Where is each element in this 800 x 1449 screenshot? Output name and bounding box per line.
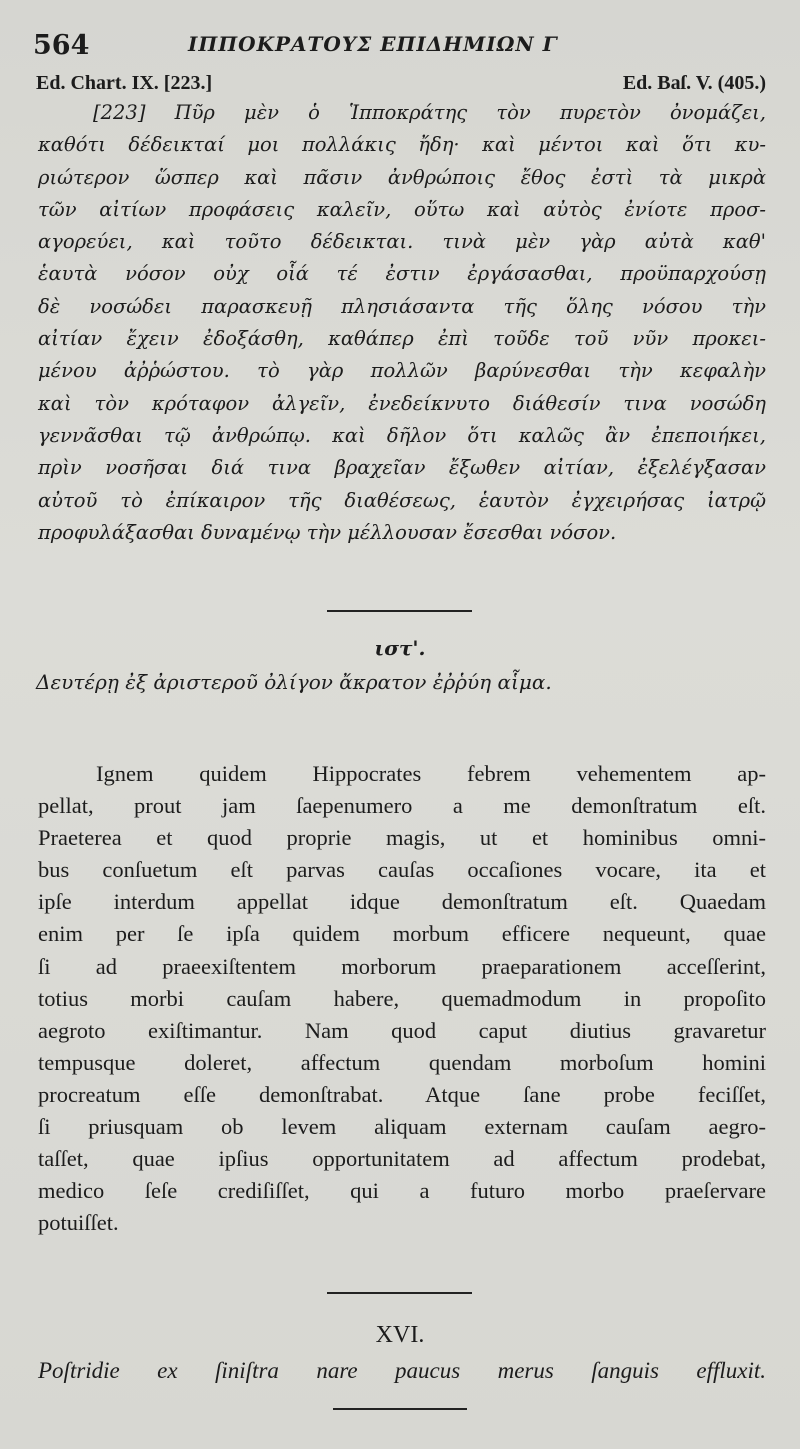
greek-line: [223] Πῦρ μὲν ὁ Ἱπποκράτης τὸν πυρετὸν ὀνομάζει, — [93, 101, 766, 124]
latin-line: bus conſuetum eſt parvas cauſas occaſiones vocare, ita et — [38, 857, 766, 883]
edition-reference-line — [36, 72, 766, 98]
latin-line: aegroto exiſtimantur. Nam quod caput diutius gravaretur — [38, 1017, 766, 1043]
running-title: ΙΠΠΟΚΡΑΤΟΥΣ ΕΠΙΔΗΜΙΩΝ Γ — [188, 32, 558, 56]
greek-line: γεννᾶσθαι τῷ ἀνθρώπῳ. καὶ δῆλον ὅτι καλῶς ἂν ἐπεποιήκει, — [38, 423, 766, 447]
greek-line: αἰτίαν ἔχειν ἐδοξάσθη, καθάπερ ἐπὶ τοῦδε τοῦ νῦν προκει- — [38, 327, 766, 351]
latin-line: tempusque doleret, affectum quendam morboſum homini — [38, 1049, 766, 1075]
section-divider — [333, 1408, 467, 1410]
page-number: 564 — [33, 30, 90, 61]
latin-commentary — [38, 758, 766, 1239]
latin-line: Ignem quidem Hippocrates febrem vehementem ap- — [96, 761, 766, 786]
greek-line: αγορεύει, καὶ τοῦτο δέδεικται. τινὰ μὲν γὰρ αὐτὰ καθ' — [38, 230, 766, 254]
section-divider — [327, 610, 472, 612]
latin-line: ſi priusquam ob levem aliquam externam cauſam aegro- — [38, 1114, 766, 1140]
latin-lemma: Poſtridie ex ſiniſtra nare paucus merus ſanguis effluxit. — [38, 1358, 766, 1383]
greek-lemma: Δευτέρῃ ἐξ ἀριστεροῦ ὀλίγον ἄκρατον ἐῤῥύη αἷμα. — [36, 670, 552, 694]
greek-commentary — [38, 97, 766, 549]
latin-line: ſi ad praeexiſtentem morborum praeparationem acceſſerint, — [38, 953, 766, 979]
edition-reference-chartier: Ed. Chart. IX. [223.] — [36, 72, 213, 94]
greek-line: τῶν αἰτίων προφάσεις καλεῖν, οὕτω καὶ αὐτὸς ἐνίοτε προσ- — [38, 197, 766, 221]
greek-line: δὲ νοσώδει παρασκευῇ πλησιάσαντα τῆς ὅλης νόσου τὴν — [38, 294, 766, 318]
greek-line: πρὶν νοσῆσαι διά τινα βραχεῖαν ἔξωθεν αἰτίαν, ἐξελέγξασαν — [38, 456, 766, 480]
latin-line: ipſe interdum appellat idque demonſtratum eſt. Quaedam — [38, 889, 766, 915]
greek-line: μένου ἀῤῥώστου. τὸ γὰρ πολλῶν βαρύνεσθαι τὴν κεφαλὴν — [38, 359, 766, 383]
greek-line: καὶ τὸν κρόταφον ἀλγεῖν, ἐνεδείκνυτο διάθεσίν τινα νοσώδη — [38, 391, 766, 415]
latin-line: taſſet, quae ipſius opportunitatem ad affectum prodebat, — [38, 1146, 766, 1172]
greek-line: καθότι δέδεικταί μοι πολλάκις ἤδη· καὶ μέντοι καὶ ὅτι κυ- — [38, 133, 766, 157]
edition-reference-basel: Ed. Baſ. V. (405.) — [622, 72, 766, 94]
greek-section-number: ιστ'. — [374, 636, 426, 660]
latin-section-number: XVI. — [375, 1322, 425, 1348]
latin-line: procreatum eſſe demonſtrabat. Atque ſane probe feciſſet, — [38, 1081, 766, 1107]
greek-line: προφυλάξασθαι δυναμένῳ τὴν μέλλουσαν ἔσεσθαι νόσον. — [38, 520, 617, 544]
latin-line: Praeterea et quod proprie magis, ut et hominibus omni- — [38, 825, 766, 851]
greek-line: αὐτοῦ τὸ ἐπίκαιρον τῆς διαθέσεως, ἑαυτὸν ἐγχειρήσας ἰατρῷ — [38, 488, 766, 512]
page-header — [33, 30, 768, 66]
latin-line: medico ſeſe crediſiſſet, qui a futuro morbo praeſervare — [38, 1178, 766, 1204]
latin-line: potuiſſet. — [38, 1210, 119, 1236]
latin-line: totius morbi cauſam habere, quemadmodum in propoſito — [38, 985, 766, 1011]
latin-line: enim per ſe ipſa quidem morbum efficere nequeunt, quae — [38, 921, 766, 947]
section-divider — [327, 1292, 472, 1294]
latin-line: pellat, prout jam ſaepenumero a me demonſtratum eſt. — [38, 793, 766, 819]
greek-line: ριώτερον ὥσπερ καὶ πᾶσιν ἀνθρώποις ἔθος ἐστὶ τὰ μικρὰ — [38, 165, 766, 189]
greek-line: ἑαυτὰ νόσον οὐχ οἷά τέ ἐστιν ἐργάσασθαι, προϋπαρχούσῃ — [38, 262, 766, 286]
